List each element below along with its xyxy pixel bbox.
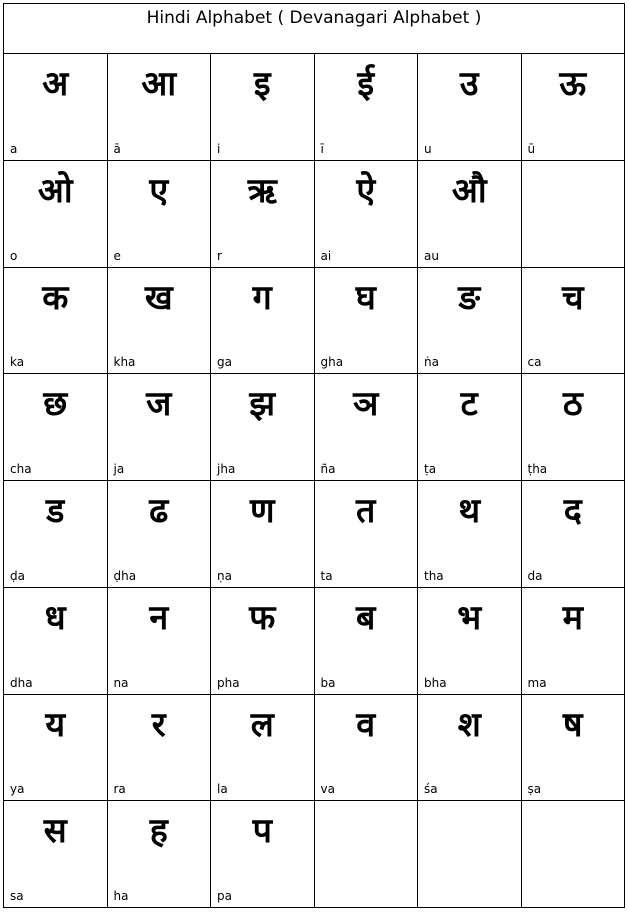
devanagari-letter: ऊ (559, 64, 587, 104)
transliteration-label: va (320, 782, 335, 797)
transliteration-label: ṭha (527, 462, 548, 476)
letter-cell (418, 374, 522, 481)
letter-cell (211, 801, 315, 908)
devanagari-letter: ओ (37, 170, 73, 211)
transliteration-label: ca (527, 355, 542, 370)
devanagari-letter: थ (458, 491, 481, 531)
letter-cell (4, 374, 108, 481)
transliteration-label: r (217, 248, 222, 263)
alphabet-grid (4, 54, 625, 908)
devanagari-letter: य (45, 704, 66, 745)
letter-cell (418, 268, 522, 375)
letter-cell (4, 695, 108, 802)
devanagari-letter: ष (562, 704, 583, 745)
devanagari-letter: स (43, 811, 67, 852)
devanagari-letter: ञ (353, 384, 379, 425)
letter-cell (522, 481, 626, 588)
devanagari-letter: आ (141, 64, 177, 104)
transliteration-label: jha (217, 462, 236, 476)
transliteration-label: ha (113, 889, 129, 903)
letter-cell (418, 695, 522, 802)
chart-title: Hindi Alphabet ( Devanagari Alphabet ) (146, 8, 482, 28)
devanagari-letter: ब (356, 597, 376, 638)
devanagari-letter: ए (149, 170, 169, 211)
letter-cell (315, 268, 419, 375)
transliteration-label: i (217, 141, 221, 156)
letter-cell (211, 161, 315, 268)
transliteration-label: ai (320, 248, 332, 263)
transliteration-label: ā (113, 141, 121, 156)
letter-cell (315, 695, 419, 802)
transliteration-label: ṇa (217, 568, 232, 583)
letter-cell (108, 54, 212, 161)
letter-cell (522, 695, 626, 802)
transliteration-label: la (217, 782, 228, 797)
letter-cell (522, 54, 626, 161)
devanagari-letter: ऋ (247, 170, 277, 211)
letter-cell (315, 374, 419, 481)
transliteration-label: e (113, 248, 121, 263)
letter-cell (315, 481, 419, 588)
empty-cell (522, 161, 626, 268)
devanagari-letter: र (151, 704, 166, 745)
devanagari-letter: औ (451, 170, 487, 211)
transliteration-label: ga (217, 355, 232, 370)
transliteration-label: ka (10, 355, 25, 370)
letter-cell (418, 54, 522, 161)
letter-cell (108, 161, 212, 268)
devanagari-letter: ज (146, 384, 172, 425)
devanagari-letter: द (563, 491, 582, 531)
devanagari-letter: फ (249, 597, 276, 638)
letter-cell (522, 588, 626, 695)
transliteration-label: au (424, 248, 439, 263)
transliteration-label: da (527, 568, 543, 583)
letter-cell (4, 161, 108, 268)
transliteration-label: pa (217, 889, 232, 903)
devanagari-letter: ट (460, 384, 478, 425)
transliteration-label: ra (113, 782, 126, 797)
devanagari-letter: श (457, 704, 481, 745)
transliteration-label: bha (424, 675, 447, 690)
devanagari-letter: न (149, 597, 169, 638)
transliteration-label: ī (320, 141, 324, 156)
devanagari-letter: ल (250, 704, 274, 745)
transliteration-label: cha (10, 462, 32, 476)
transliteration-label: o (10, 248, 18, 263)
devanagari-letter: म (562, 597, 583, 638)
transliteration-label: ḍa (10, 568, 25, 583)
devanagari-letter: व (356, 704, 376, 745)
devanagari-letter: ढ (149, 491, 169, 531)
transliteration-label: a (10, 141, 18, 156)
letter-cell (418, 161, 522, 268)
title-row (4, 4, 625, 54)
letter-cell (108, 374, 212, 481)
letter-cell (315, 54, 419, 161)
devanagari-letter: ह (149, 811, 168, 852)
transliteration-label: na (113, 675, 129, 690)
alphabet-chart (3, 3, 625, 908)
devanagari-letter: उ (459, 64, 479, 104)
letter-cell (108, 695, 212, 802)
letter-cell (315, 161, 419, 268)
devanagari-letter: ण (249, 491, 275, 531)
devanagari-letter: झ (249, 384, 276, 425)
transliteration-label: kha (113, 355, 136, 370)
transliteration-label: ya (10, 782, 25, 797)
devanagari-letter: अ (42, 64, 69, 104)
transliteration-label: dha (10, 675, 33, 690)
letter-cell (108, 588, 212, 695)
devanagari-letter: इ (253, 64, 271, 104)
empty-cell (315, 801, 419, 908)
transliteration-label: ta (320, 568, 333, 583)
transliteration-label: ḍha (113, 568, 137, 583)
letter-cell (4, 268, 108, 375)
transliteration-label: ū (527, 141, 536, 156)
letter-cell (211, 374, 315, 481)
letter-cell (211, 54, 315, 161)
transliteration-label: ña (320, 462, 336, 476)
transliteration-label: ma (527, 675, 547, 690)
letter-cell (418, 588, 522, 695)
transliteration-label: ja (113, 462, 125, 476)
letter-cell (315, 588, 419, 695)
devanagari-letter: छ (43, 384, 68, 425)
devanagari-letter: ठ (562, 384, 583, 425)
transliteration-label: śa (424, 782, 438, 797)
transliteration-label: tha (424, 568, 444, 583)
transliteration-label: ṣa (527, 782, 542, 797)
letter-cell (108, 268, 212, 375)
devanagari-letter: ङ (458, 277, 481, 318)
devanagari-letter: ड (46, 491, 65, 531)
letter-cell (108, 801, 212, 908)
letter-cell (4, 54, 108, 161)
letter-cell (4, 801, 108, 908)
transliteration-label: u (424, 141, 432, 156)
letter-cell (211, 481, 315, 588)
devanagari-letter: घ (355, 277, 376, 318)
transliteration-label: sa (10, 889, 24, 903)
devanagari-letter: प (252, 811, 272, 852)
transliteration-label: ṭa (424, 462, 437, 476)
letter-cell (522, 268, 626, 375)
letter-cell (4, 481, 108, 588)
devanagari-letter: ख (144, 277, 173, 318)
transliteration-label: ba (320, 675, 336, 690)
devanagari-letter: क (42, 277, 69, 318)
letter-cell (108, 481, 212, 588)
devanagari-letter: ऐ (356, 170, 376, 211)
transliteration-label: pha (217, 675, 240, 690)
devanagari-letter: भ (457, 597, 482, 638)
empty-cell (522, 801, 626, 908)
letter-cell (4, 588, 108, 695)
letter-cell (522, 374, 626, 481)
devanagari-letter: ई (357, 64, 375, 104)
letter-cell (211, 695, 315, 802)
devanagari-letter: ध (44, 597, 66, 638)
letter-cell (211, 588, 315, 695)
transliteration-label: ṅa (424, 355, 439, 370)
letter-cell (211, 268, 315, 375)
devanagari-letter: त (356, 491, 376, 531)
devanagari-letter: ग (252, 277, 272, 318)
devanagari-letter: च (561, 277, 584, 318)
empty-cell (418, 801, 522, 908)
transliteration-label: gha (320, 355, 344, 370)
letter-cell (418, 481, 522, 588)
